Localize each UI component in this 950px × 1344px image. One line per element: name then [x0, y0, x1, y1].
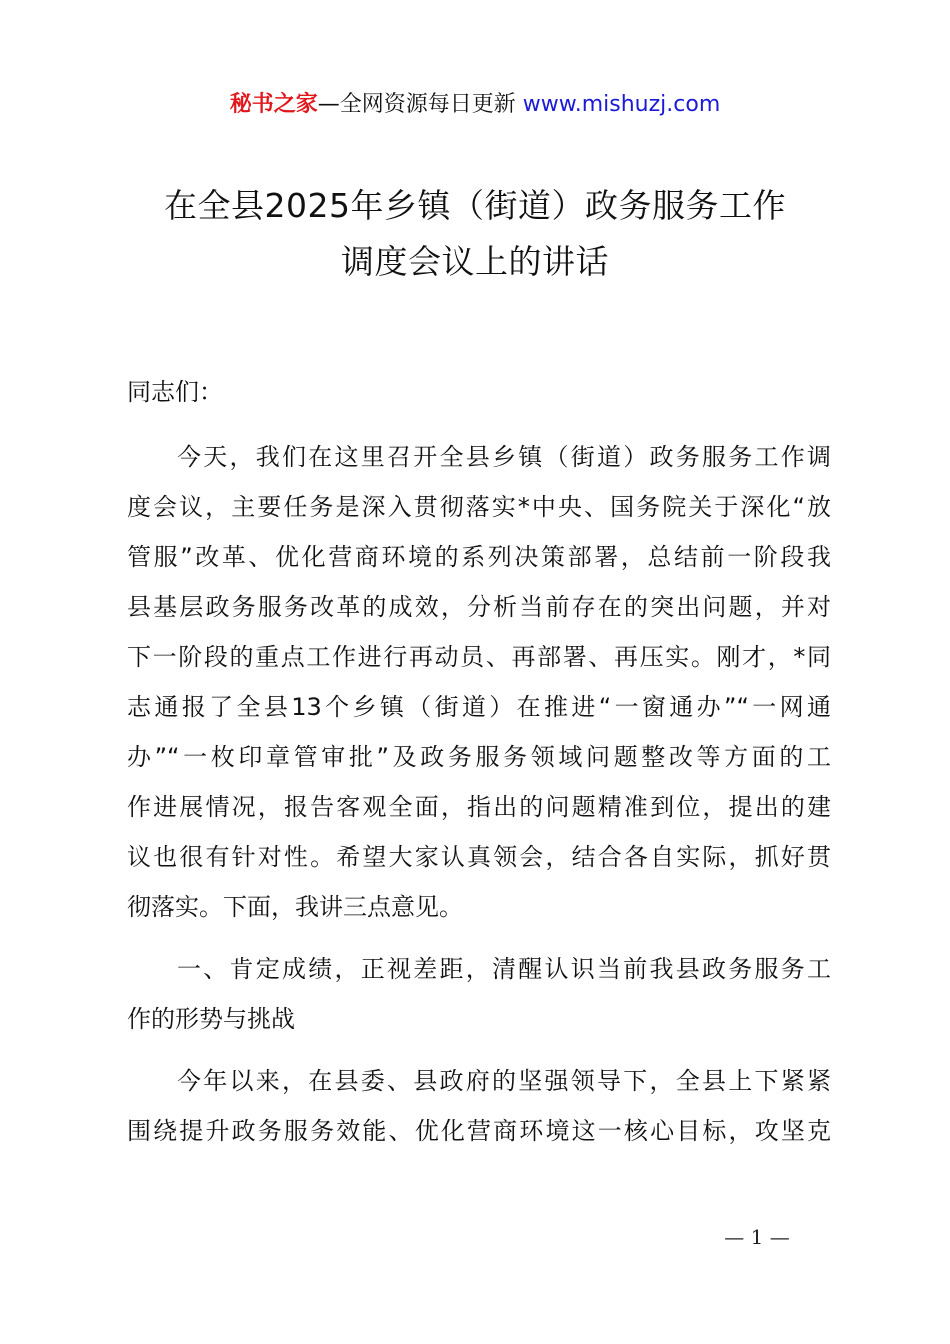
text-line: 作进展情况，报告客观全面，指出的问题精准到位，提出的建: [127, 793, 831, 821]
text-line: 议也很有针对性。希望大家认真领会，结合各自实际，抓好贯: [127, 843, 831, 871]
header-tagline: —全网资源每日更新: [317, 92, 523, 117]
heading-line: 一、肯定成绩，正视差距，清醒认识当前我县政务服务工: [177, 955, 831, 983]
text-line: 今年以来，在县委、县政府的坚强领导下，全县上下紧紧: [177, 1067, 831, 1095]
document-body: [127, 432, 831, 1168]
text-line: 下一阶段的重点工作进行再动员、再部署、再压实。刚才，*同: [127, 643, 831, 671]
site-header: [0, 88, 950, 122]
site-url-link[interactable]: www.mishuzj.com: [522, 92, 721, 117]
text-line: 今天，我们在这里召开全县乡镇（街道）政务服务工作调: [177, 443, 831, 471]
brand-name: 秘书之家: [229, 92, 318, 117]
page-number: — 1 —: [724, 1225, 790, 1249]
text-line: 围绕提升政务服务效能、优化营商环境这一核心目标，攻坚克: [127, 1117, 831, 1145]
text-line: 度会议，主要任务是深入贯彻落实*中央、国务院关于深化“放: [127, 493, 831, 521]
text-line: 县基层政务服务改革的成效，分析当前存在的突出问题，并对: [127, 593, 831, 621]
heading-line: 作的形势与挑战: [127, 1005, 295, 1033]
text-line: 管服”改革、优化营商环境的系列决策部署，总结前一阶段我: [127, 543, 831, 571]
text-line: 彻落实。下面，我讲三点意见。: [127, 893, 463, 921]
paragraph-intro: [127, 432, 831, 932]
section-heading-1: [127, 944, 831, 1044]
text-line: 办”“一枚印章管审批”及政务服务领域问题整改等方面的工: [127, 743, 831, 771]
title-line-1: 在全县2025年乡镇（街道）政务服务工作: [164, 186, 786, 225]
document-title: [60, 178, 890, 290]
title-line-2: 调度会议上的讲话: [341, 242, 609, 281]
salutation: 同志们：: [127, 378, 223, 406]
paragraph-section-1: [127, 1056, 831, 1156]
text-line: 志通报了全县13个乡镇（街道）在推进“一窗通办”“一网通: [127, 693, 831, 721]
